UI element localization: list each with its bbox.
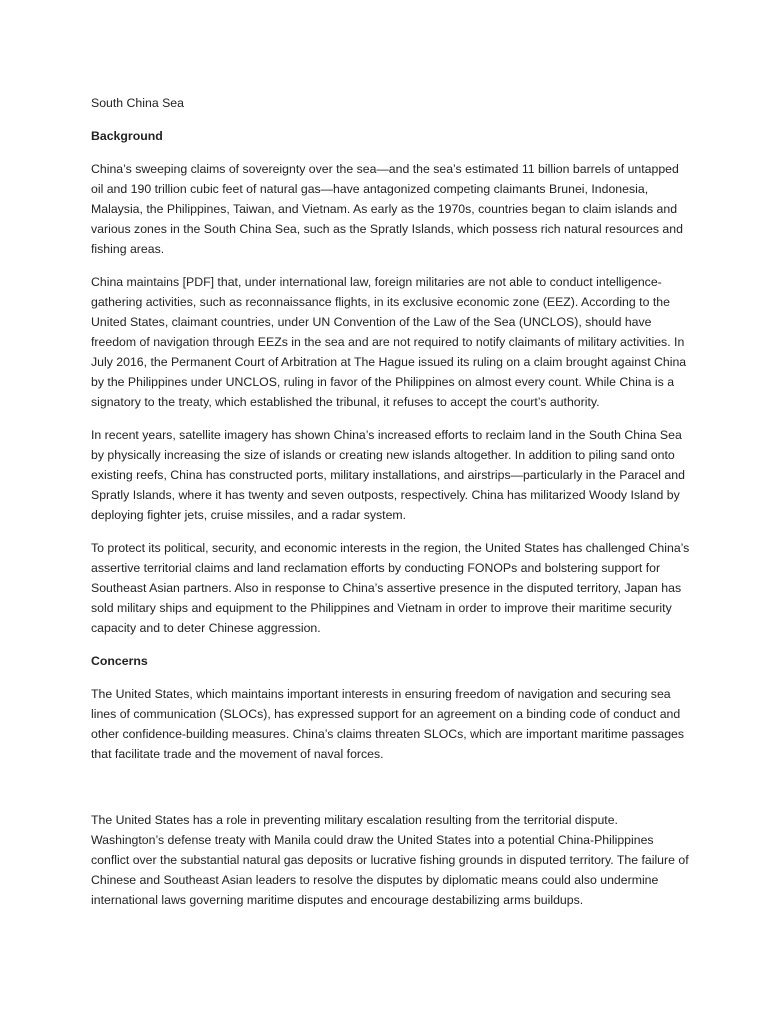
paragraph-concerns-1: The United States, which maintains important interests in ensuring freedom of navigation and securing sea lines of communication (SLOCs), has expressed support for an agreement on a binding code of conduct and other confidence-building measures. China’s claims threaten SLOCs, which are important maritime passages that facilitate trade and the movement of naval forces.: [91, 687, 685, 761]
paragraph-background-2: China maintains [PDF] that, under international law, foreign militaries are not able to conduct intelligence-gathering activities, such as reconnaissance flights, in its exclusive economic zone (EEZ). According to the United States, claimant countries, under UN Convention of the Law of the Sea (UNCLOS), should have freedom of navigation through EEZs in the sea and are not required to notify claimants of military activities. In July 2016, the Permanent Court of Arbitration at The Hague issued its ruling on a claim brought against China by the Philippines under UNCLOS, ruling in favor of the Philippines on almost every count. While China is a signatory to the treaty, which established the tribunal, it refuses to accept the court’s authority.: [91, 275, 687, 409]
section-heading-concerns: Concerns: [91, 654, 148, 668]
paragraph-background-1: China’s sweeping claims of sovereignty over the sea—and the sea’s estimated 11 billion barrels of untapped oil and 190 trillion cubic feet of natural gas—have antagonized competing claimants Brunei, Indonesia, Malaysia, the Philippines, Taiwan, and Vietnam. As early as the 1970s, countries began to claim islands and various zones in the South China Sea, such as the Spratly Islands, which possess rich natural resources and fishing areas.: [91, 162, 683, 256]
document-title: South China Sea: [91, 96, 184, 110]
paragraph-concerns-2: The United States has a role in preventing military escalation resulting from the territorial dispute. Washington’s defense treaty with Manila could draw the United States into a potential China-Philippines conflict over the substantial natural gas deposits or lucrative fishing grounds in disputed territory. The failure of Chinese and Southeast Asian leaders to resolve the disputes by diplomatic means could also undermine international laws governing maritime disputes and encourage destabilizing arms buildups.: [91, 813, 689, 907]
document-body: [91, 93, 691, 923]
blank-gap: [91, 777, 691, 810]
section-heading-background: Background: [91, 129, 163, 143]
paragraph-background-3: In recent years, satellite imagery has shown China’s increased efforts to reclaim land in the South China Sea by physically increasing the size of islands or creating new islands altogether. In addition to piling sand onto existing reefs, China has constructed ports, military installations, and airstrips—particularly in the Paracel and Spratly Islands, where it has twenty and seven outposts, respectively. China has militarized Woody Island by deploying fighter jets, cruise missiles, and a radar system.: [91, 428, 685, 522]
paragraph-background-4: To protect its political, security, and economic interests in the region, the United States has challenged China’s assertive territorial claims and land reclamation efforts by conducting FONOPs and bolstering support for Southeast Asian partners. Also in response to China’s assertive presence in the disputed territory, Japan has sold military ships and equipment to the Philippines and Vietnam in order to improve their maritime security capacity and to deter Chinese aggression.: [91, 541, 690, 635]
